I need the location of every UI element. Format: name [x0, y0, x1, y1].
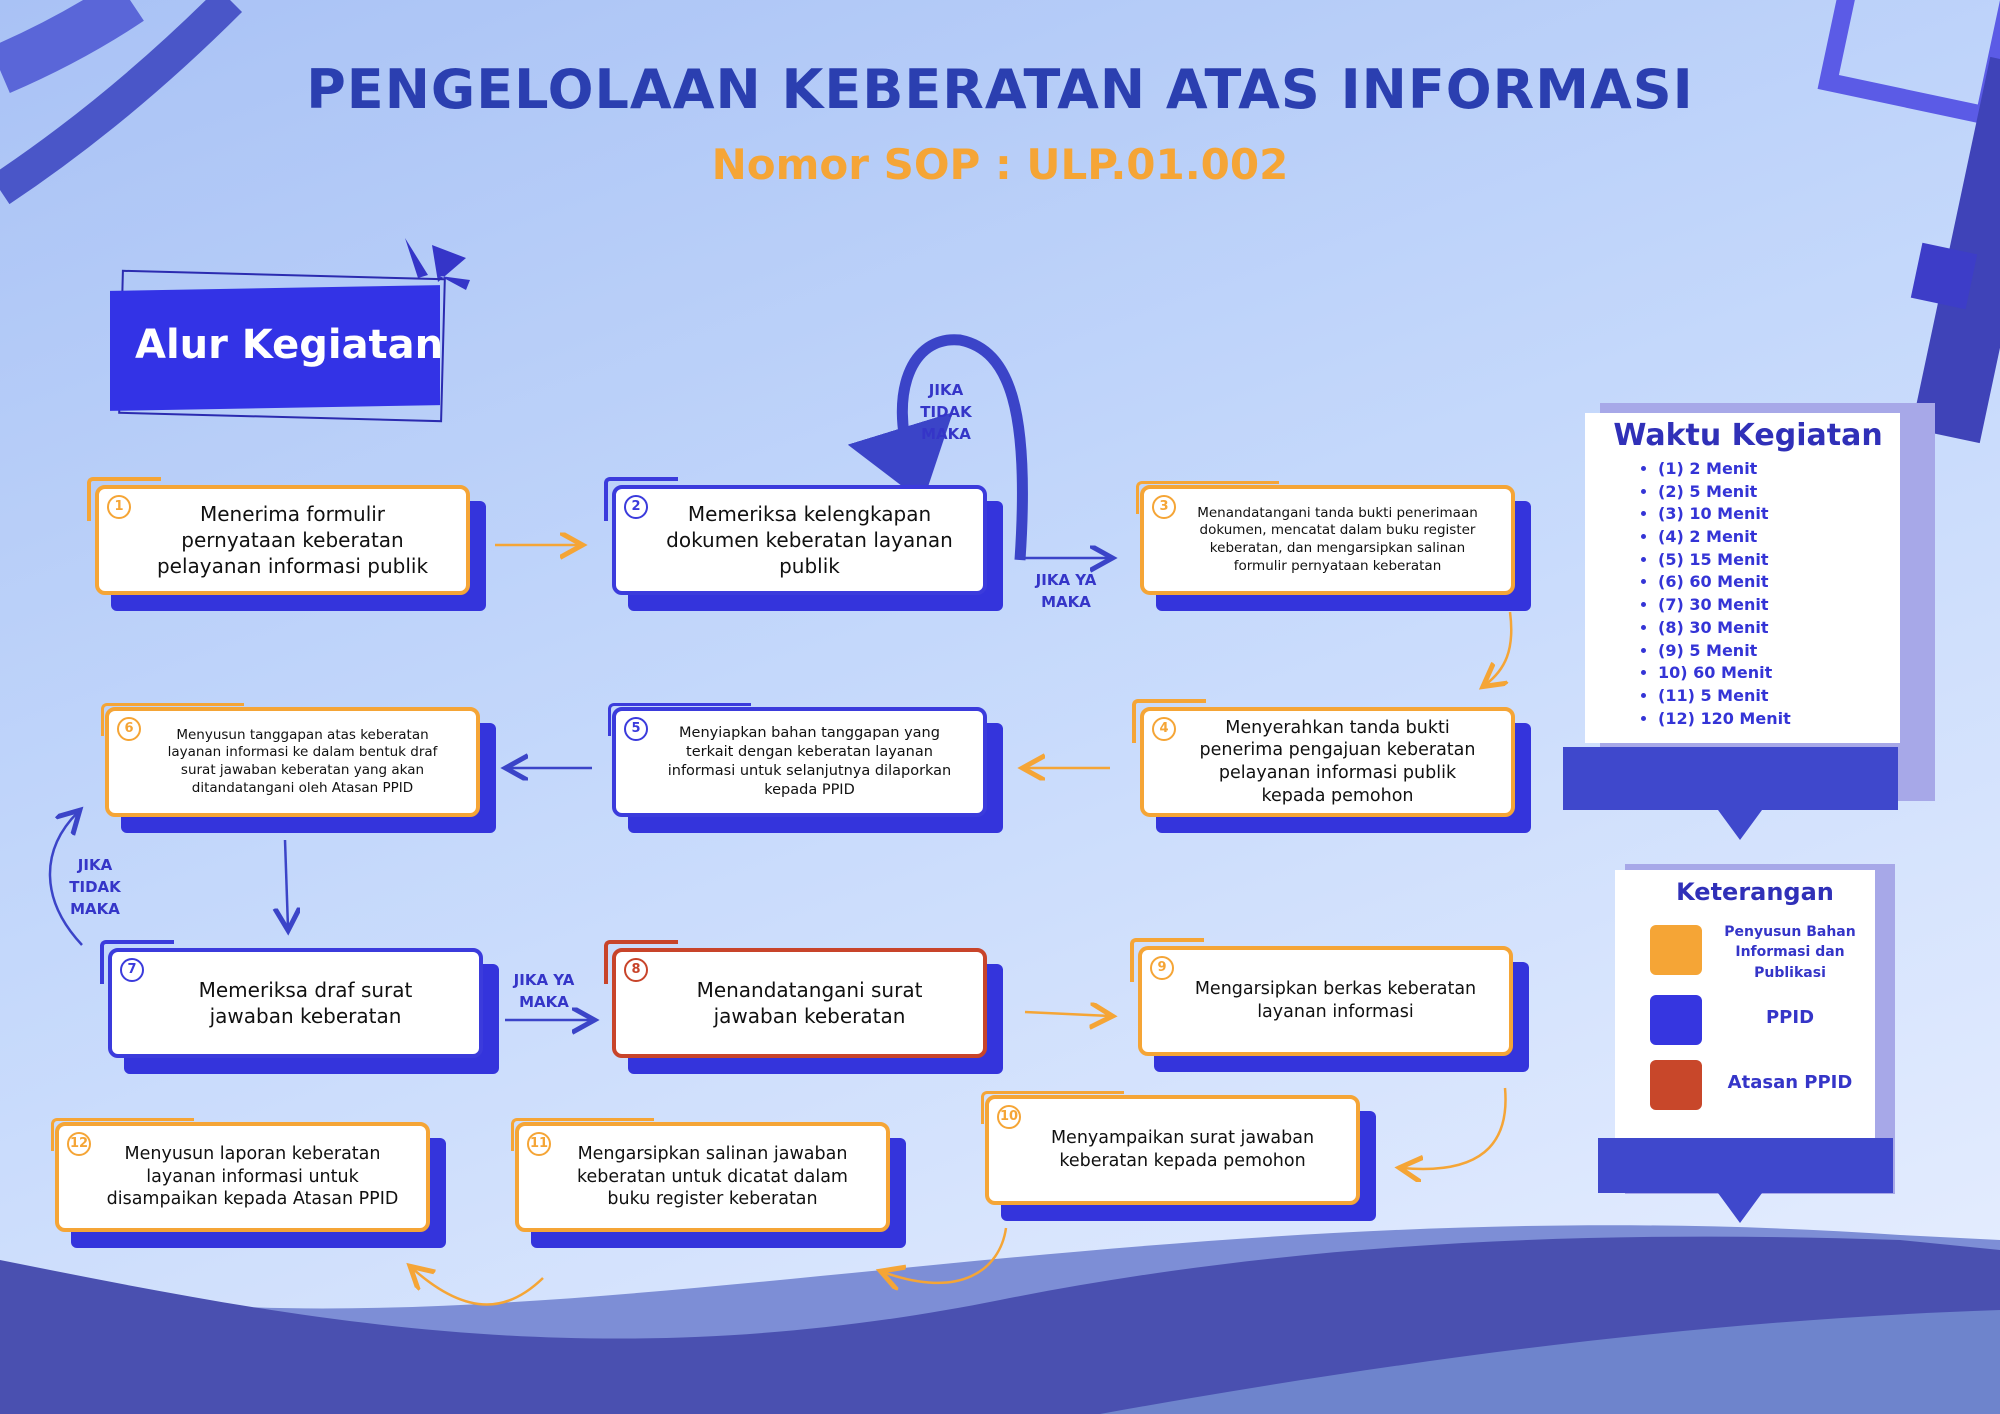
keterangan-title: Keterangan: [1676, 878, 1834, 906]
step-2-card: [612, 485, 987, 595]
step-8-number: 8: [624, 958, 648, 982]
step-9-card: [1138, 946, 1513, 1056]
step-6-text: Menyusun tanggapan atas keberatan layanan informasi ke dalam bentuk draf surat jawaban keberatan yang akan ditandatangani oleh Atasan PPID: [167, 726, 438, 796]
step-11-number: 11: [527, 1132, 551, 1156]
step-3-text: Menandatangani tanda bukti penerimaan dokumen, mencatat dalam buku register keberatan, dan mengarsipkan salinan formulir pernyataan keberatan: [1197, 504, 1478, 574]
waktu-panel-base: [1563, 747, 1898, 810]
waktu-item: • (12) 120 Menit: [1658, 708, 1791, 731]
waktu-item: • (7) 30 Menit: [1658, 594, 1791, 617]
legend-label-ppid: PPID: [1765, 1007, 1815, 1028]
arrow-8-9: [1025, 1012, 1110, 1016]
step-3: [1140, 485, 1515, 595]
step-3-number: 3: [1152, 495, 1176, 519]
step-5-card: [612, 707, 987, 817]
step-1: [95, 485, 470, 595]
step-6-card: [105, 707, 480, 817]
step-10-card: [985, 1095, 1360, 1205]
step-9-text: Mengarsipkan berkas keberatan layanan informasi: [1194, 979, 1477, 1022]
waktu-item: • 10) 60 Menit: [1658, 662, 1791, 685]
step-2-number: 2: [624, 495, 648, 519]
legend-swatch-red: [1650, 1060, 1702, 1110]
step-2: [612, 485, 987, 595]
step-5-text: Menyiapkan bahan tanggapan yang terkait dengan keberatan layanan informasi untuk selanjutnya dilaporkan kepada PPID: [667, 725, 952, 798]
waktu-item: • (5) 15 Menit: [1658, 549, 1791, 572]
label-step2-yes: JIKA YA MAKA: [1035, 571, 1097, 611]
label-step7-no: JIKA TIDAK MAKA: [69, 856, 121, 918]
step-9: [1138, 946, 1513, 1056]
label-step7-yes: JIKA YA MAKA: [513, 971, 575, 1011]
step-1-number: 1: [107, 495, 131, 519]
step-7-card: [108, 948, 483, 1058]
keterangan-panel-base: [1598, 1138, 1893, 1193]
step-12: [55, 1122, 430, 1232]
legend-swatch-orange: [1650, 925, 1702, 975]
step-5-number: 5: [624, 717, 648, 741]
step-12-number: 12: [67, 1132, 91, 1156]
waktu-item: • (3) 10 Menit: [1658, 503, 1791, 526]
label-step2-no: JIKA TIDAK MAKA: [920, 381, 972, 443]
step-12-text: Menyusun laporan keberatan layanan informasi untuk disampaikan kepada Atasan PPID: [106, 1143, 399, 1210]
step-10-text: Menyampaikan surat jawaban keberatan kepada pemohon: [1050, 1128, 1315, 1171]
arrow-6-7: [285, 840, 288, 928]
step-11-card: [515, 1122, 890, 1232]
arrow-3-4: [1485, 612, 1511, 685]
step-2-text: Memeriksa kelengkapan dokumen keberatan layanan publik: [666, 502, 953, 578]
waktu-item: • (6) 60 Menit: [1658, 571, 1791, 594]
waktu-item: • (1) 2 Menit: [1658, 458, 1791, 481]
step-8-card: [612, 948, 987, 1058]
waktu-item: • (11) 5 Menit: [1658, 685, 1791, 708]
legend-label-penyusun: Penyusun Bahan Informasi dan Publikasi: [1724, 924, 1856, 981]
step-11-text: Mengarsipkan salinan jawaban keberatan untuk dicatat dalam buku register keberatan: [577, 1143, 848, 1210]
step-9-number: 9: [1150, 956, 1174, 980]
waktu-item: • (2) 5 Menit: [1658, 481, 1791, 504]
step-4: [1140, 707, 1515, 817]
step-11: [515, 1122, 890, 1232]
keterangan-panel-pointer: [1718, 1193, 1762, 1223]
step-7-number: 7: [120, 958, 144, 982]
sop-number: Nomor SOP : ULP.01.002: [711, 140, 1289, 189]
waktu-panel-pointer: [1718, 810, 1762, 840]
step-10: [985, 1095, 1360, 1205]
waktu-list: [1640, 458, 1791, 730]
banner-label: Alur Kegiatan: [135, 322, 444, 368]
legend-swatch-blue: [1650, 995, 1702, 1045]
step-10-number: 10: [997, 1105, 1021, 1129]
waktu-item: • (4) 2 Menit: [1658, 526, 1791, 549]
step-6: [105, 707, 480, 817]
step-8: [612, 948, 987, 1058]
step-5: [612, 707, 987, 817]
step-4-text: Menyerahkan tanda bukti penerima pengajuan keberatan pelayanan informasi publik kepada pemohon: [1199, 717, 1476, 806]
waktu-item: • (8) 30 Menit: [1658, 617, 1791, 640]
step-8-text: Menandatangani surat jawaban keberatan: [696, 978, 923, 1028]
waktu-item: • (9) 5 Menit: [1658, 640, 1791, 663]
step-4-number: 4: [1152, 717, 1176, 741]
step-6-number: 6: [117, 717, 141, 741]
arrow-11-12: [412, 1268, 543, 1305]
page-title: PENGELOLAAN KEBERATAN ATAS INFORMASI: [306, 58, 1694, 121]
step-7-text: Memeriksa draf surat jawaban keberatan: [198, 978, 413, 1028]
step-7: [108, 948, 483, 1058]
arrow-9-10: [1402, 1088, 1506, 1169]
step-4-card: [1140, 707, 1515, 817]
step-3-card: [1140, 485, 1515, 595]
legend-label-atasan-ppid: Atasan PPID: [1727, 1072, 1853, 1093]
step-12-card: [55, 1122, 430, 1232]
step-1-text: Menerima formulir pernyataan keberatan pelayanan informasi publik: [156, 502, 429, 578]
waktu-kegiatan-title: Waktu Kegiatan: [1613, 418, 1883, 453]
step-1-card: [95, 485, 470, 595]
